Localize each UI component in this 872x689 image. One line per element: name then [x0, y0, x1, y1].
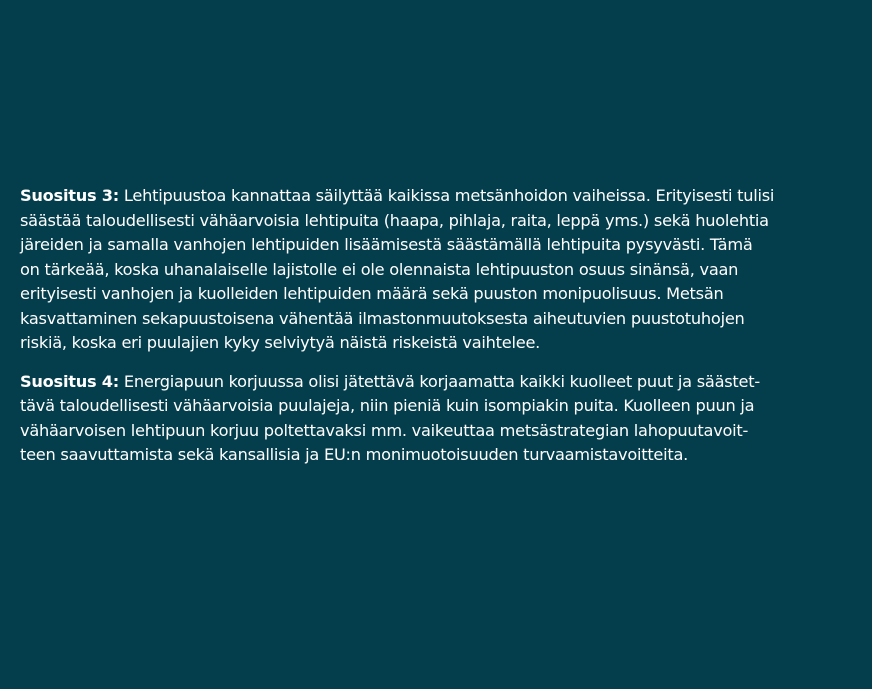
text-line: erityisesti vanhojen ja kuolleiden lehtipuiden määrä sekä puuston monipuolisuus. Metsän [20, 284, 724, 303]
text-line: on tärkeää, koska uhanalaiselle lajistolle ei ole olennaista lehtipuuston osuus sinänsä, vaan [20, 259, 739, 279]
text-line: teen saavuttamista sekä kansallisia ja EU:n monimuotoisuuden turvaamistavoitteita. [20, 445, 689, 464]
text-line: vähäarvoisen lehtipuun korjuu poltettavaksi mm. vaikeuttaa metsästrategian lahopuutavoit- [20, 420, 749, 440]
recommendation-4-paragraph [20, 370, 846, 468]
text-line [20, 184, 846, 209]
text-line: kasvattaminen sekapuustoisena vähentää ilmastonmuutoksesta aiheutuvien puustotuhojen [20, 308, 745, 328]
recommendation-4-label: Suositus 4: [20, 371, 120, 391]
recommendation-3-label: Suositus 3: [20, 186, 120, 205]
recommendations-section [20, 184, 846, 468]
recommendation-4-text: Energiapuun korjuussa olisi jätettävä korjaamatta kaikki kuolleet puut ja säästet- [119, 371, 760, 391]
text-line: tävä taloudellisesti vähäarvoisia puulajeja, niin pieniä kuin isompiakin puita. Kuolleen puun ja [20, 396, 755, 415]
text-line [20, 370, 846, 395]
recommendation-3-paragraph [20, 184, 846, 356]
text-line: järeiden ja samalla vanhojen lehtipuiden lisäämisestä säästämällä lehtipuita pysyvästi. Tämä [20, 235, 753, 254]
recommendation-3-text: Lehtipuustoa kannattaa säilyttää kaikissa metsänhoidon vaiheissa. Erityisesti tulisi [119, 186, 775, 205]
text-line: säästää taloudellisesti vähäarvoisia lehtipuita (haapa, pihlaja, raita, leppä yms.) sekä huolehtia [20, 210, 769, 230]
text-line: riskiä, koska eri puulajien kyky selviytyä näistä riskeistä vaihtelee. [20, 333, 541, 352]
